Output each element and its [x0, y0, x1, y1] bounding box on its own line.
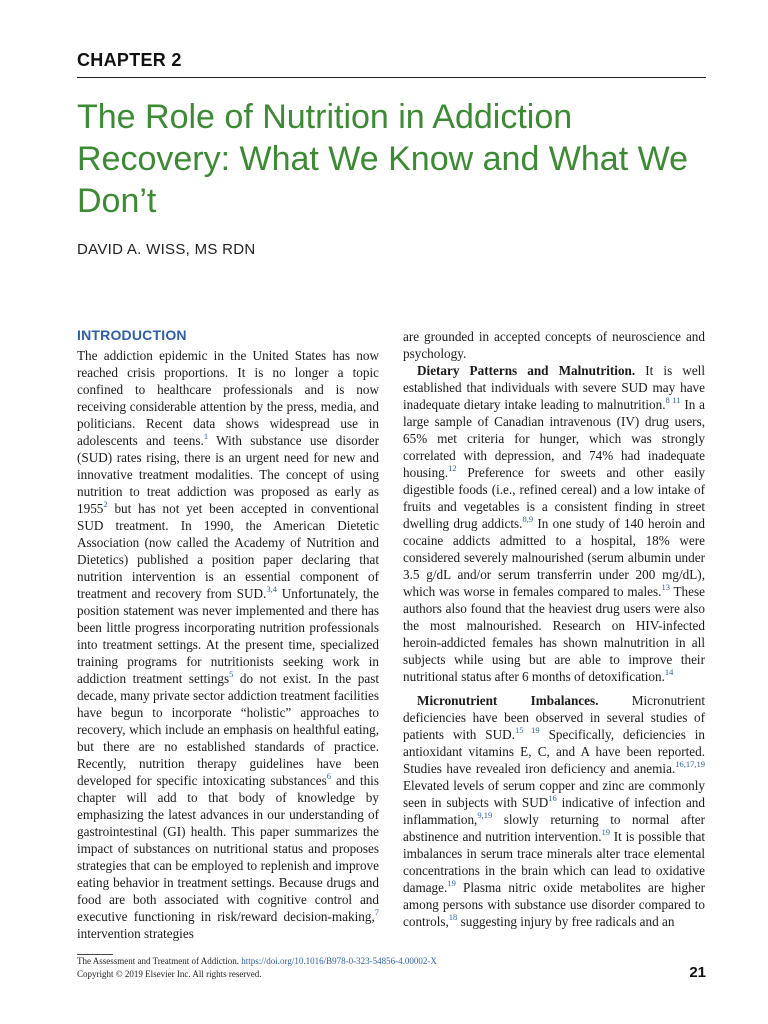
text-run: but has not yet been accepted in conventional SUD treatment. In 1990, the American Dietetic Association (now called the Academy of Nutrition and Dietetics) published a position paper declaring that nutrition intervention is an essential component of treatment and recovery from SUD. — [77, 501, 379, 601]
text-run: slowly returning to normal after abstinence and nutrition intervention. — [403, 812, 705, 844]
copyright-line: Copyright © 2019 Elsevier Inc. All rights reserved. — [77, 969, 262, 979]
text-run: suggesting injury by free radicals and an — [457, 914, 675, 929]
author-line: DAVID A. WISS, MS RDN — [77, 241, 256, 258]
chapter-title: The Role of Nutrition in Addiction Recovery: What We Know and What We Don’t — [77, 98, 688, 220]
page-footer — [77, 955, 637, 981]
citation-link[interactable]: 8,9 — [522, 514, 534, 524]
text-run: Elevated levels of serum copper and zinc are commonly seen in subjects with SUD — [403, 778, 705, 810]
citation-link[interactable]: 6 — [326, 771, 331, 781]
citation-link[interactable]: 9,19 — [477, 810, 493, 820]
page-number: 21 — [689, 964, 706, 981]
citation-link[interactable]: 8 11 — [665, 395, 681, 405]
citation-link[interactable]: 5 — [229, 669, 234, 679]
text-run: intervention strategies — [77, 926, 194, 941]
footer-citation-line — [77, 955, 637, 968]
citation-link[interactable]: 1 — [203, 431, 209, 441]
text-run: It is possible that imbalances in serum trace minerals alter trace elemental concentrations in the brain which can lead to oxidative damage. — [403, 829, 705, 895]
citation-link[interactable]: 16 — [548, 793, 557, 803]
runin-heading-micronutrient: Micronutrient Imbalances. — [417, 693, 599, 708]
text-run: With substance use disorder (SUD) rates rising, there is an urgent need for new and innovative treatment modalities. The concept of using nutrition to treat addiction was proposed as early as 1955 — [77, 433, 379, 516]
text-run: The addiction epidemic in the United States has now reached crisis proportions. It is no longer a topic confined to healthcare professionals and is now receiving considerable attention by the press, media, and politicians. Recent data shows widespread use in adolescents and teens. — [77, 348, 379, 448]
text-run: Unfortunately, the position statement was never implemented and there has been little progress incorporating nutrition professionals into treatment settings. At the present time, specialized training programs for nutritionists seeking work in addiction treatment settings — [77, 586, 379, 686]
citation-link[interactable]: 14 — [664, 667, 674, 677]
continued-paragraph: are grounded in accepted concepts of neuroscience and psychology. — [403, 329, 705, 361]
text-run: In a large sample of Canadian intravenous (IV) drug users, 65% met criteria for hunger, which was strongly correlated with depression, and 74% had inadequate housing. — [403, 397, 705, 480]
text-run: Preference for sweets and other easily digestible foods (i.e., refined cereal) and a low intake of fruits and vegetables is a consistent finding in street dwelling drug addicts. — [403, 465, 705, 531]
section-heading-introduction: INTRODUCTION — [77, 327, 187, 343]
left-column — [77, 327, 379, 942]
right-column — [403, 328, 705, 930]
runin-heading-dietary-patterns: Dietary Patterns and Malnutrition. — [417, 363, 636, 378]
citation-link[interactable]: 18 — [448, 912, 458, 922]
micronutrient-paragraph — [403, 692, 705, 930]
chapter-divider — [77, 77, 706, 78]
text-run: It is well established that individuals with severe SUD may have inadequate dietary intake leading to malnutrition. — [403, 363, 705, 412]
intro-paragraph — [77, 347, 379, 942]
text-run: do not exist. In the past decade, many private sector addiction treatment facilities have begun to incorporate “holistic” approaches to recovery, which include an emphasis on healthful eating, but there are no established standards of practice. Recently, nutrition therapy guidelines have been developed for specific intoxicating substances — [77, 671, 379, 788]
chapter-label: CHAPTER 2 — [77, 50, 182, 70]
citation-link[interactable]: 16,17,19 — [675, 759, 705, 769]
book-title: The Assessment and Treatment of Addiction. — [77, 956, 239, 966]
citation-link[interactable]: 12 — [448, 463, 457, 473]
dietary-patterns-paragraph — [403, 362, 705, 685]
text-run: indicative of infection and inflammation, — [403, 795, 705, 827]
citation-link[interactable]: 19 — [601, 827, 610, 837]
citation-link[interactable]: 2 — [103, 499, 108, 509]
text-run: Micronutrient deficiencies have been observed in several studies of patients with SUD. — [403, 693, 706, 742]
citation-link[interactable]: 3,4 — [266, 584, 277, 594]
citation-link[interactable]: 7 — [374, 907, 379, 917]
text-run: Specifically, deficiencies in antioxidant vitamins E, C, and A have been reported. Studies have revealed iron deficiency and anemia. — [403, 727, 705, 776]
text-run: Plasma nitric oxide metabolites are higher among persons with substance use disorder compared to controls, — [403, 880, 705, 929]
citation-link[interactable]: 13 — [661, 582, 670, 592]
text-run: and this chapter will add to that body of knowledge by emphasizing the latest advances in our understanding of gastrointestinal (GI) health. This paper summarizes the impact of substances on nutritional status and proposes strategies that can be employed to replenish and improve eating behavior in treatment settings. Because drugs and food are both associated with cognitive control and executive functioning in risk/reward decision-making, — [77, 773, 379, 924]
citation-link[interactable]: 15 19 — [514, 725, 540, 735]
text-run: In one study of 140 heroin and cocaine addicts admitted to a hospital, 18% were considered severely malnourished (serum albumin under 3.5 g/dL and/or serum transferrin under 200 mg/dL), which was worse in females compared to males. — [403, 516, 705, 599]
citation-link[interactable]: 19 — [447, 878, 456, 888]
doi-link[interactable]: https://doi.org/10.1016/B978-0-323-54856-4.00002-X — [241, 956, 437, 966]
text-run: These authors also found that the heaviest drug users were also the most malnourished. Research on HIV-infected heroin-addicted females has shown malnutrition in all subjects while using but are able to improve their nutritional status after 6 months of detoxification. — [403, 584, 705, 684]
